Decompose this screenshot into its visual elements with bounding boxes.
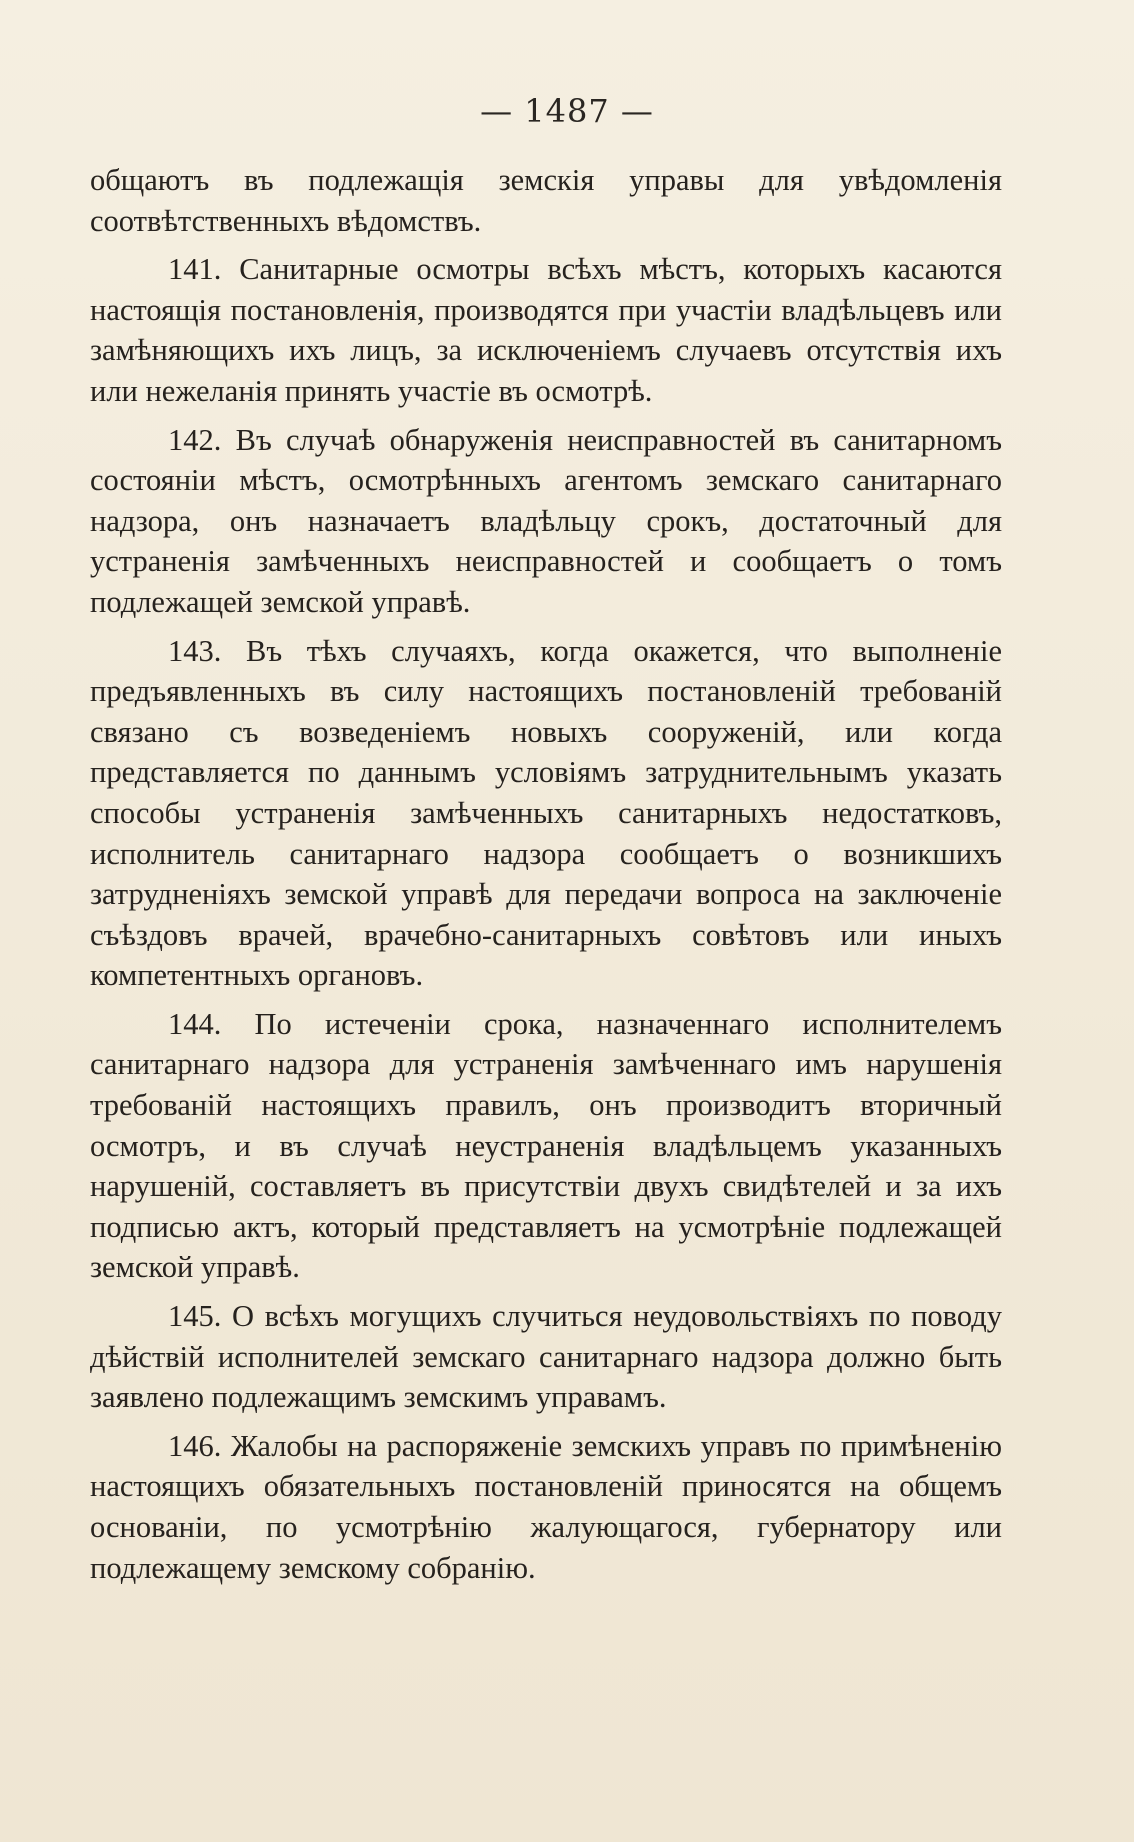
paragraph-144: 144. По истеченіи срока, назначеннаго исполнителемъ санитарнаго надзора для устраненія замѣченнаго имъ нарушенія требованій настоящихъ правилъ, онъ производитъ вторичный осмотръ, и въ случаѣ неустраненія владѣльцемъ указанныхъ нарушеній, составляетъ въ присутствіи двухъ свидѣтелей и за ихъ подписью актъ, который представляетъ на усмотрѣніе подлежащей земской управѣ. [90, 1006, 1002, 1285]
paragraph-142: 142. Въ случаѣ обнаруженія неисправностей въ санитарномъ состояніи мѣстъ, осмотрѣнныхъ агентомъ земскаго санитарнаго надзора, онъ назначаетъ владѣльцу срокъ, достаточный для устраненія замѣченныхъ неисправностей и сообщаетъ о томъ подлежащей земской управѣ. [90, 422, 1002, 619]
paragraph-143: 143. Въ тѣхъ случаяхъ, когда окажется, что выполненіе предъявленныхъ въ силу настоящихъ постановленій требованій связано съ возведеніемъ новыхъ сооруженій, или когда представляется по даннымъ условіямъ затруднительнымъ указать способы устраненія замѣченныхъ санитарныхъ недостатковъ, исполнитель санитарнаго надзора сообщаетъ о возникшихъ затрудненіяхъ земской управѣ для передачи вопроса на заключеніе съѣздовъ врачей, врачебно-санитарныхъ совѣтовъ или иныхъ компетентныхъ органовъ. [90, 633, 1002, 993]
page-body [90, 160, 1002, 1596]
paragraph-continuation: общаютъ въ подлежащія земскія управы для увѣдомленія соотвѣтственныхъ вѣдомствъ. [90, 163, 1002, 238]
page-number: — 1487 — [480, 92, 654, 130]
paragraph-141: 141. Санитарные осмотры всѣхъ мѣстъ, которыхъ касаются настоящія постановленія, производятся при участіи владѣльцевъ или замѣняющихъ ихъ лицъ, за исключеніемъ случаевъ отсутствія ихъ или нежеланія принять участіе въ осмотрѣ. [90, 252, 1002, 408]
paragraph-146: 146. Жалобы на распоряженіе земскихъ управъ по примѣненію настоящихъ обязательныхъ постановленій приносятся на общемъ основаніи, по усмотрѣнію жалующагося, губернатору или подлежащему земскому собранію. [90, 1428, 1002, 1585]
paragraph-145: 145. О всѣхъ могущихъ случиться неудовольствіяхъ по поводу дѣйствій исполнителей земскаго санитарнаго надзора должно быть заявлено подлежащимъ земскимъ управамъ. [90, 1299, 1002, 1415]
